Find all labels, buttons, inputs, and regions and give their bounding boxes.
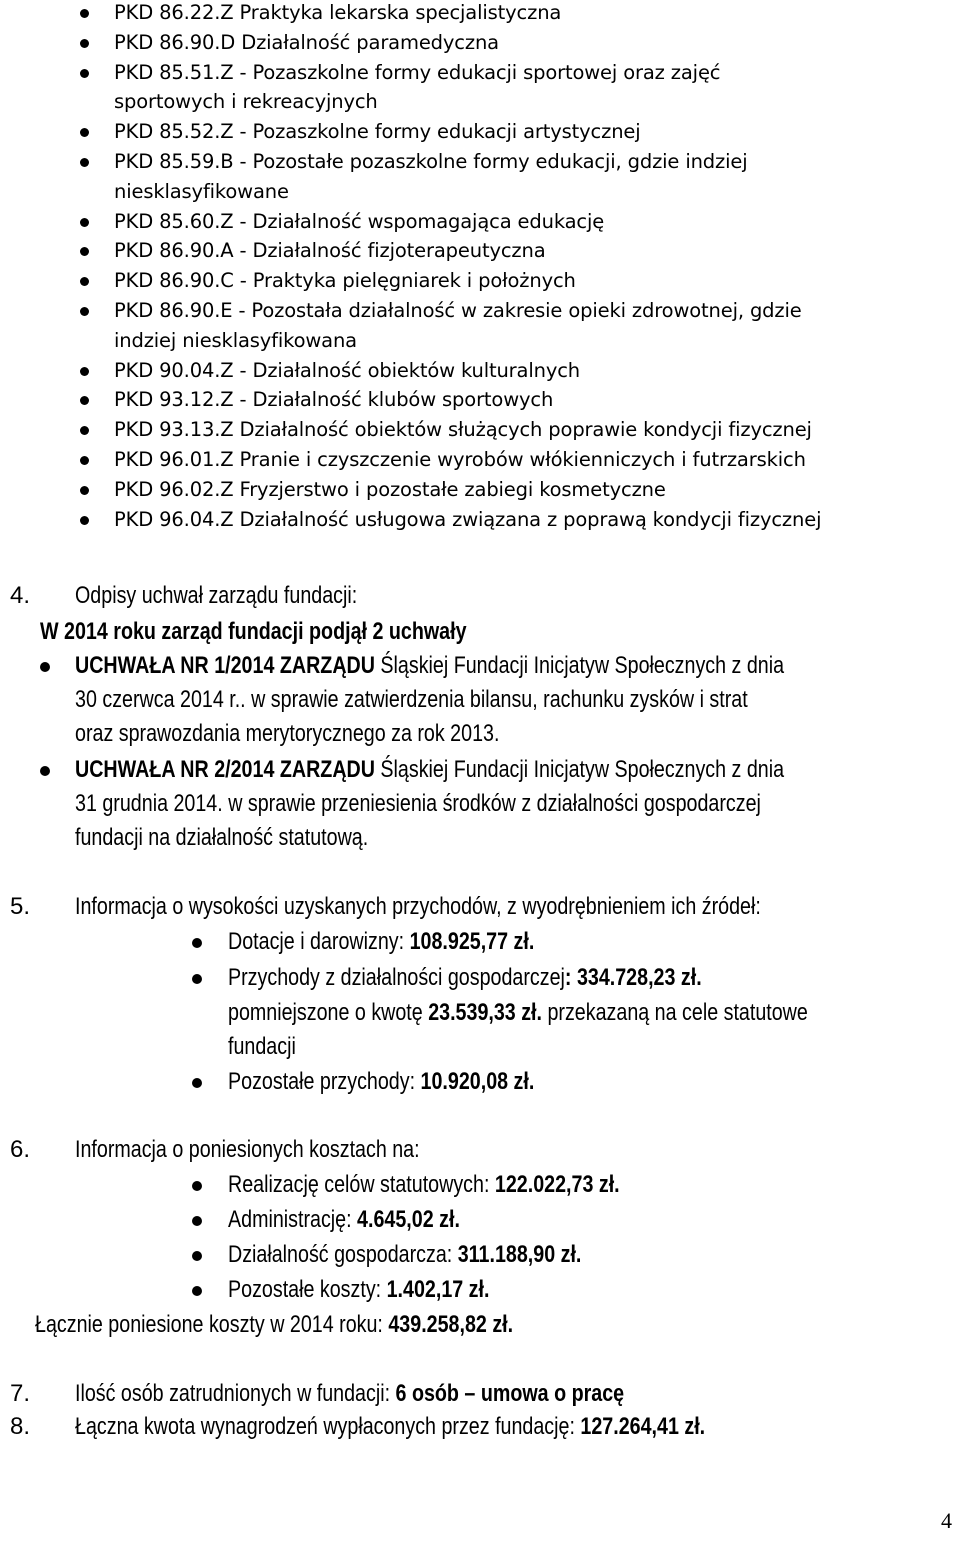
resolution-line: 30 czerwca 2014 r.. w sprawie zatwierdzenia bilansu, rachunku zysków i strat	[75, 686, 748, 713]
bullet-icon	[80, 158, 89, 167]
resolution-line: oraz sprawozdania merytorycznego za rok 2013.	[75, 720, 500, 747]
bullet-icon	[80, 247, 89, 256]
list-item: PKD 85.59.B - Pozostałe pozaszkolne formy edukacji, gdzie indziej niesklasyfikowane	[0, 147, 960, 207]
resolution-line: fundacji na działalność statutową.	[75, 824, 369, 851]
bullet-icon	[192, 1181, 202, 1191]
cost-item: Pozostałe koszty: 1.402,17 zł.	[228, 1276, 490, 1303]
salaries-line: Łączna kwota wynagrodzeń wypłaconych przez fundację: 127.264,41 zł.	[75, 1413, 706, 1440]
income-item: Pozostałe przychody: 10.920,08 zł.	[228, 1068, 535, 1095]
employees-line: Ilość osób zatrudnionych w fundacji: 6 osób – umowa o pracę	[75, 1380, 625, 1407]
section-subtitle: W 2014 roku zarząd fundacji podjął 2 uchwały	[40, 618, 467, 645]
section-title: Informacja o wysokości uzyskanych przychodów, z wyodrębnieniem ich źródeł:	[75, 893, 761, 920]
resolution-line: 31 grudnia 2014. w sprawie przeniesienia środków z działalności gospodarczej	[75, 790, 761, 817]
section-number: 6.	[10, 1136, 31, 1163]
bullet-icon	[80, 396, 89, 405]
cost-item: Realizację celów statutowych: 122.022,73 zł.	[228, 1171, 620, 1198]
cost-total: Łącznie poniesione koszty w 2014 roku: 439.258,82 zł.	[35, 1311, 514, 1338]
income-item: Dotacje i darowizny: 108.925,77 zł.	[228, 928, 535, 955]
bullet-icon	[80, 218, 89, 227]
bullet-icon	[192, 938, 202, 948]
bullet-icon	[80, 486, 89, 495]
bullet-icon	[80, 277, 89, 286]
bullet-icon	[40, 662, 50, 672]
resolution-line: UCHWAŁA NR 1/2014 ZARZĄDU Śląskiej Fundacji Inicjatyw Społecznych z dnia	[75, 652, 785, 679]
list-item: PKD 96.02.Z Fryzjerstwo i pozostałe zabiegi kosmetyczne	[0, 475, 960, 505]
income-note: fundacji	[228, 1033, 296, 1060]
bullet-icon	[192, 974, 202, 984]
bullet-icon	[80, 516, 89, 525]
list-item: PKD 86.90.D Działalność paramedyczna	[0, 28, 960, 58]
list-item: PKD 85.60.Z - Działalność wspomagająca edukację	[0, 207, 960, 237]
bullet-icon	[192, 1216, 202, 1226]
bullet-icon	[80, 69, 89, 78]
bullet-icon	[192, 1286, 202, 1296]
list-item: PKD 86.90.E - Pozostała działalność w zakresie opieki zdrowotnej, gdzie indziej niesklasyfikowana	[0, 296, 960, 356]
cost-item: Administrację: 4.645,02 zł.	[228, 1206, 460, 1233]
section-number: 7.	[10, 1380, 31, 1407]
resolution-line: UCHWAŁA NR 2/2014 ZARZĄDU Śląskiej Fundacji Inicjatyw Społecznych z dnia	[75, 756, 785, 783]
list-item: PKD 86.90.A - Działalność fizjoterapeutyczna	[0, 236, 960, 266]
section-title: Informacja o poniesionych kosztach na:	[75, 1136, 420, 1163]
list-item: PKD 96.01.Z Pranie i czyszczenie wyrobów włókienniczych i futrzarskich	[0, 445, 960, 475]
cost-item: Działalność gospodarcza: 311.188,90 zł.	[228, 1241, 582, 1268]
section-number: 4.	[10, 582, 31, 609]
income-note: pomniejszone o kwotę 23.539,33 zł. przekazaną na cele statutowe	[228, 999, 808, 1026]
bullet-icon	[40, 766, 50, 776]
bullet-icon	[80, 9, 89, 18]
list-item: PKD 96.04.Z Działalność usługowa związana z poprawą kondycji fizycznej	[0, 505, 960, 535]
list-item: PKD 86.90.C - Praktyka pielęgniarek i położnych	[0, 266, 960, 296]
list-item: PKD 85.52.Z - Pozaszkolne formy edukacji artystycznej	[0, 117, 960, 147]
bullet-icon	[192, 1251, 202, 1261]
bullet-icon	[80, 307, 89, 316]
bullet-icon	[80, 39, 89, 48]
bullet-icon	[80, 128, 89, 137]
list-item: PKD 85.51.Z - Pozaszkolne formy edukacji sportowej oraz zajęć sportowych i rekreacyjnych	[0, 58, 960, 118]
page-number: 4	[941, 1508, 952, 1533]
list-item: PKD 90.04.Z - Działalność obiektów kulturalnych	[0, 356, 960, 386]
list-item: PKD 93.12.Z - Działalność klubów sportowych	[0, 385, 960, 415]
list-item: PKD 86.22.Z Praktyka lekarska specjalistyczna	[0, 0, 960, 28]
income-item: Przychody z działalności gospodarczej: 334.728,23 zł.	[228, 964, 702, 991]
list-item: PKD 93.13.Z Działalność obiektów służących poprawie kondycji fizycznej	[0, 415, 960, 445]
section-number: 8.	[10, 1413, 31, 1440]
bullet-icon	[192, 1078, 202, 1088]
pkd-list	[0, 0, 960, 534]
bullet-icon	[80, 367, 89, 376]
bullet-icon	[80, 426, 89, 435]
bullet-icon	[80, 456, 89, 465]
section-title: Odpisy uchwał zarządu fundacji:	[75, 582, 358, 609]
section-number: 5.	[10, 893, 31, 920]
